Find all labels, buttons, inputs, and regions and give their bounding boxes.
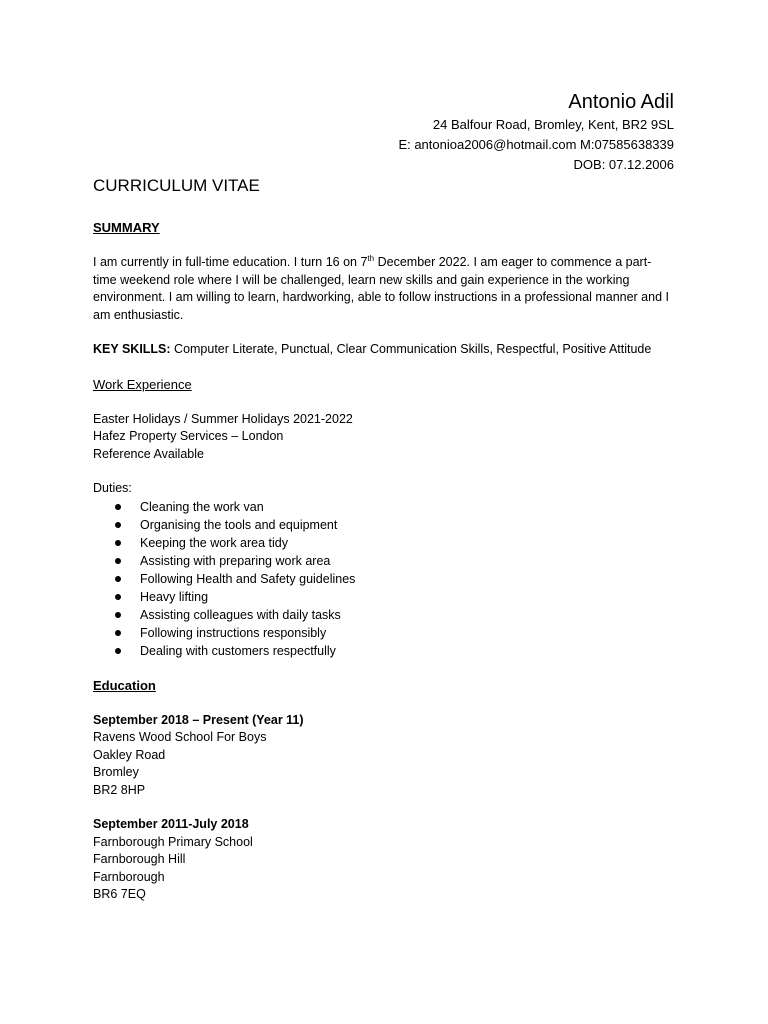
cv-body — [93, 175, 673, 904]
school-name: Farnborough Primary School — [93, 834, 253, 849]
bullet-icon — [115, 612, 121, 618]
address: 24 Balfour Road, Bromley, Kent, BR2 9SL — [432, 117, 674, 132]
school-period: September 2011-July 2018 — [93, 817, 249, 831]
list-item: Organising the tools and equipment — [115, 516, 673, 534]
duties-list — [93, 498, 673, 660]
bullet-icon — [115, 558, 121, 564]
school-postcode: BR2 8HP — [93, 782, 146, 797]
school-entry — [93, 816, 673, 904]
work-reference: Reference Available — [93, 446, 204, 461]
list-item: Dealing with customers respectfully — [115, 642, 673, 660]
key-skills-text: Computer Literate, Punctual, Clear Communication Skills, Respectful, Positive Attitude — [170, 342, 652, 356]
summary-text — [93, 254, 673, 324]
work-details — [93, 411, 673, 464]
summary-text-sup: th — [367, 253, 375, 263]
list-item: Keeping the work area tidy — [115, 534, 673, 552]
document-title: CURRICULUM VITAE — [93, 176, 260, 195]
bullet-icon — [115, 576, 121, 582]
list-item: Heavy lifting — [115, 588, 673, 606]
school-street: Oakley Road — [93, 747, 166, 762]
summary-text-part1: I am currently in full-time education. I turn 16 on 7 — [93, 255, 368, 269]
bullet-icon — [115, 504, 121, 510]
cv-header — [398, 89, 674, 175]
duties-label: Duties: — [93, 481, 132, 495]
bullet-icon — [115, 594, 121, 600]
list-item: Following Health and Safety guidelines — [115, 570, 673, 588]
summary-text-part2: December 2022. I am eager to commence a part-time weekend role where I will be challenged, learn new skills and gain experience in the working environment. I am willing to learn, hardworking, able to follow instructions in a professional manner and I am enthusiastic. — [93, 255, 669, 322]
list-item: Assisting with preparing work area — [115, 552, 673, 570]
school-town: Bromley — [93, 765, 139, 779]
bullet-icon — [115, 540, 121, 546]
bullet-icon — [115, 522, 121, 528]
education-heading: Education — [93, 677, 156, 693]
list-item: Assisting colleagues with daily tasks — [115, 606, 673, 624]
school-street: Farnborough Hill — [93, 852, 186, 866]
list-item: Cleaning the work van — [115, 498, 673, 516]
candidate-name: Antonio Adil — [568, 91, 674, 113]
date-of-birth: DOB: 07.12.2006 — [573, 157, 674, 172]
school-name: Ravens Wood School For Boys — [93, 730, 267, 744]
summary-heading: SUMMARY — [93, 220, 160, 235]
school-town: Farnborough — [93, 869, 165, 884]
school-entry — [93, 712, 673, 800]
work-period: Easter Holidays / Summer Holidays 2021-2022 — [93, 411, 353, 426]
school-period: September 2018 – Present (Year 11) — [93, 712, 304, 727]
key-skills — [93, 341, 673, 359]
key-skills-label: KEY SKILLS: — [93, 342, 171, 356]
bullet-icon — [115, 648, 121, 654]
contact-details: E: antonioa2006@hotmail.com M:07585638339 — [398, 137, 674, 152]
list-item: Following instructions responsibly — [115, 624, 673, 642]
work-company: Hafez Property Services – London — [93, 429, 284, 443]
bullet-icon — [115, 630, 121, 636]
work-experience-heading: Work Experience — [93, 376, 192, 392]
school-postcode: BR6 7EQ — [93, 887, 146, 901]
